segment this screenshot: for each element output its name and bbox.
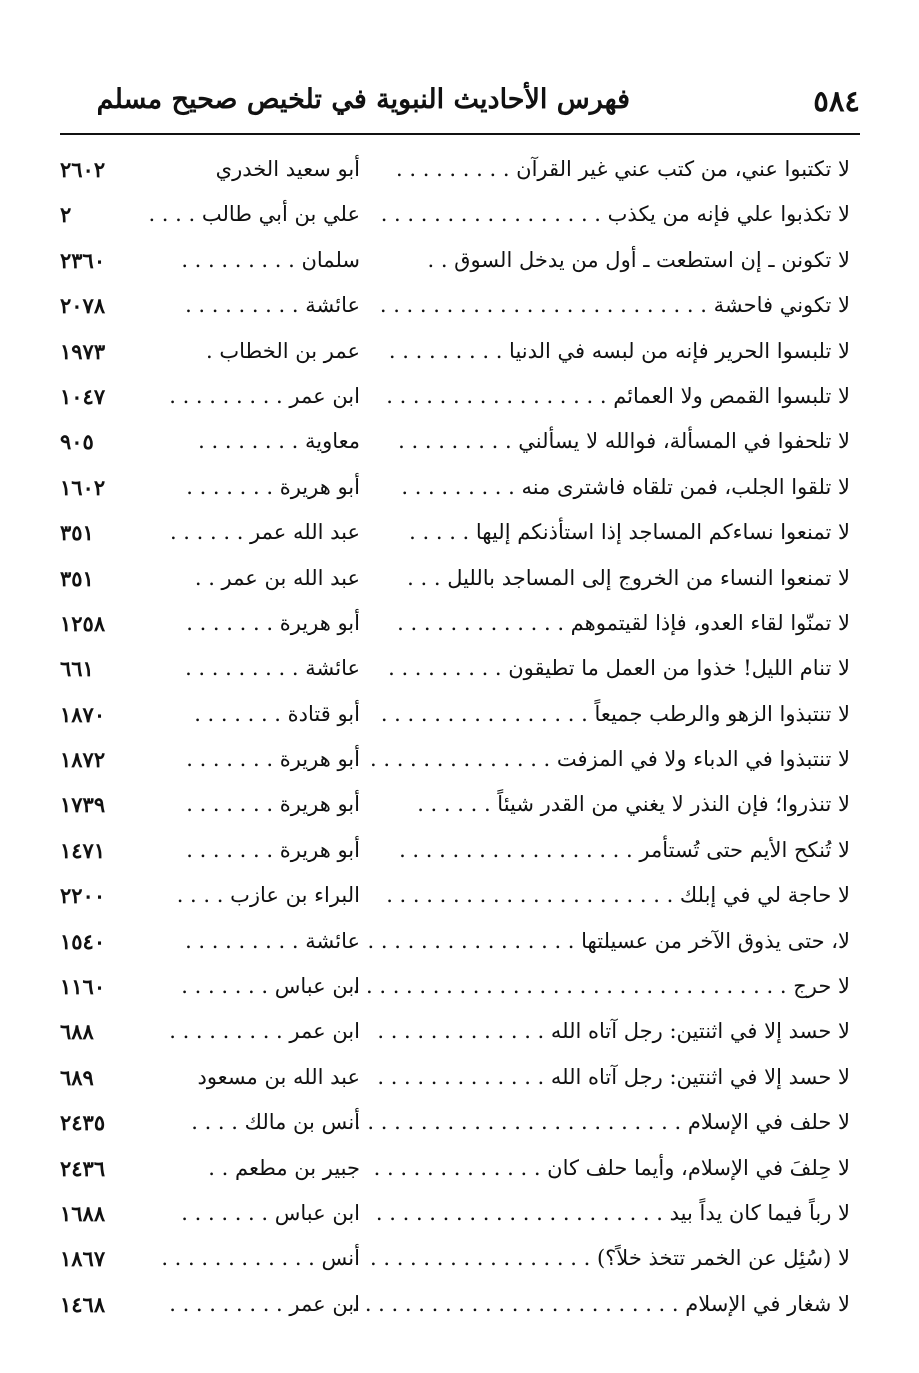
hadith-number: ٢٤٣٥ xyxy=(60,1110,106,1136)
hadith-text: لا حرج . . . . . . . . . . . . . . . . . . . . . . . . . . . . . . . . . xyxy=(352,974,850,999)
hadith-text: لا تمنّوا لقاء العدو، فإذا لقيتموهم . . . . . . . . . . . . . xyxy=(397,610,850,635)
narrator-name: علي بن أبي طالب . . . . xyxy=(148,202,360,227)
index-entry xyxy=(60,737,850,782)
narrator-name: ابن عباس . . . . . . . xyxy=(181,1200,360,1225)
index-entry xyxy=(60,419,850,464)
hadith-text: لا تلقوا الجلب، فمن تلقاه فاشترى منه . . . . . . . . . xyxy=(401,474,850,499)
hadith-number: ٦٦١ xyxy=(60,656,94,682)
hadith-number: ١٤٦٨ xyxy=(60,1291,106,1317)
narrator-name: أبو هريرة . . . . . . . xyxy=(186,747,360,772)
index-entry xyxy=(60,873,850,918)
narrator-name: عائشة . . . . . . . . . xyxy=(185,656,360,681)
hadith-number: ٢٦٠٢ xyxy=(60,157,106,182)
index-entry xyxy=(60,556,850,601)
hadith-text: لا تكونن ـ إن استطعت ـ أول من يدخل السوق . . xyxy=(427,247,850,272)
hadith-text: لا تمنعوا النساء من الخروج إلى المساجد بالليل . . . xyxy=(407,565,850,590)
hadith-number: ٩٠٥ xyxy=(60,429,94,455)
index-entry xyxy=(60,601,850,646)
hadith-text: لا حِلفَ في الإسلام، وأيما حلف كان . . . . . . . . . . . . . xyxy=(373,1155,850,1180)
narrator-name: أنس بن مالك . . . . xyxy=(191,1110,360,1135)
hadith-number: ١٩٧٣ xyxy=(60,338,106,364)
hadith-text: لا (سُئِل عن الخمر تتخذ خلاً؟) . . . . . . . . . . . . . . . . . xyxy=(370,1246,850,1271)
narrator-name: ابن عباس . . . . . . . xyxy=(181,974,360,999)
index-entry xyxy=(60,782,850,827)
index-entry xyxy=(60,919,850,964)
narrator-name: البراء بن عازب . . . . xyxy=(176,883,360,908)
hadith-number: ١٧٣٩ xyxy=(60,792,106,818)
hadith-number: ٢٠٧٨ xyxy=(60,293,106,319)
index-entry xyxy=(60,283,850,328)
hadith-text: لا رباً فيما كان يداً بيد . . . . . . . . . . . . . . . . . . . . . . xyxy=(375,1200,850,1225)
hadith-text: لا تلبسوا القمص ولا العمائم . . . . . . . . . . . . . . . . . xyxy=(386,383,850,408)
index-entry xyxy=(60,510,850,555)
hadith-number: ١٥٤٠ xyxy=(60,928,106,954)
hadith-text: لا تنذروا؛ فإن النذر لا يغني من القدر شيئاً . . . . . . xyxy=(417,792,850,817)
hadith-number: ١٢٥٨ xyxy=(60,610,106,636)
index-entry xyxy=(60,964,850,1009)
index-entry xyxy=(60,1236,850,1281)
page-number: ٥٨٤ xyxy=(813,84,860,118)
index-entry xyxy=(60,1191,850,1236)
running-title: فهرس الأحاديث النبوية في تلخيص صحيح مسلم xyxy=(96,84,630,115)
hadith-text: لا تنتبذوا الزهو والرطب جميعاً . . . . . . . . . . . . . . . . xyxy=(380,701,850,726)
narrator-name: أبو هريرة . . . . . . . xyxy=(186,837,360,862)
hadith-number: ٣٥١ xyxy=(60,520,94,546)
page-header xyxy=(60,80,860,128)
hadith-text: لا حسد إلا في اثنتين: رجل آتاه الله . . . . . . . . . . . . . xyxy=(377,1019,850,1044)
hadith-number: ٦٨٩ xyxy=(60,1064,94,1090)
index-entry xyxy=(60,147,850,192)
hadith-number: ١٤٧١ xyxy=(60,837,106,863)
hadith-text: لا تكوني فاحشة . . . . . . . . . . . . . . . . . . . . . . . . . xyxy=(379,293,850,318)
narrator-name: عبد الله عمر . . . . . . xyxy=(169,520,360,545)
narrator-name: أبو هريرة . . . . . . . xyxy=(186,474,360,499)
narrator-name: ابن عمر . . . . . . . . . xyxy=(169,1019,360,1044)
hadith-number: ٢٢٠٠ xyxy=(60,883,106,909)
index-entry xyxy=(60,192,850,237)
hadith-number: ١٦٠٢ xyxy=(60,474,106,500)
narrator-name: عمر بن الخطاب . xyxy=(206,338,360,363)
hadith-text: لا، حتى يذوق الآخر من عسيلتها . . . . . . . . . . . . . . . . xyxy=(367,928,850,953)
header-rule xyxy=(60,133,860,135)
hadith-number: ٣٥١ xyxy=(60,565,94,591)
narrator-name: أبو هريرة . . . . . . . xyxy=(186,610,360,635)
index-entry xyxy=(60,1282,850,1327)
hadith-text: لا حسد إلا في اثنتين: رجل آتاه الله . . . . . . . . . . . . . xyxy=(377,1064,850,1089)
hadith-number: ١٨٧٢ xyxy=(60,747,106,773)
hadith-number: ١٦٨٨ xyxy=(60,1200,106,1226)
hadith-number: ١٨٧٠ xyxy=(60,701,106,727)
hadith-text: لا تمنعوا نساءكم المساجد إذا استأذنكم إليها . . . . . xyxy=(409,520,850,545)
index-entry xyxy=(60,1100,850,1145)
hadith-text: لا تُنكح الأيم حتى تُستأمر . . . . . . . . . . . . . . . . . . xyxy=(399,837,850,862)
hadith-number: ١١٦٠ xyxy=(60,974,106,1000)
hadith-number: ٢٣٦٠ xyxy=(60,247,106,273)
hadith-number: ١٨٦٧ xyxy=(60,1246,106,1272)
hadith-text: لا تلحفوا في المسألة، فوالله لا يسألني . . . . . . . . . xyxy=(398,429,850,454)
index-entry xyxy=(60,1009,850,1054)
narrator-name: عائشة . . . . . . . . . xyxy=(185,928,360,953)
index-entry xyxy=(60,1055,850,1100)
hadith-text: لا تلبسوا الحرير فإنه من لبسه في الدنيا . . . . . . . . . xyxy=(388,338,850,363)
hadith-text: لا حلف في الإسلام . . . . . . . . . . . . . . . . . . . . . . . . . xyxy=(354,1110,850,1135)
narrator-name: أبو قتادة . . . . . . . xyxy=(194,701,360,726)
narrator-name: أنس . . . . . . . . . . . . xyxy=(161,1246,360,1271)
index-entry xyxy=(60,374,850,419)
narrator-name: معاوية . . . . . . . . xyxy=(198,429,360,454)
narrator-name: عبد الله بن مسعود xyxy=(197,1064,360,1089)
index-entry xyxy=(60,238,850,283)
narrator-name: ابن عمر . . . . . . . . . xyxy=(169,383,360,408)
hadith-text: لا شغار في الإسلام . . . . . . . . . . . . . . . . . . . . . . . . . xyxy=(351,1291,850,1316)
hadith-text: لا تكذبوا علي فإنه من يكذب . . . . . . . . . . . . . . . . . xyxy=(380,202,850,227)
hadith-index-list xyxy=(60,147,850,1327)
narrator-name: عبد الله بن عمر . . xyxy=(194,565,360,590)
hadith-number: ١٠٤٧ xyxy=(60,383,106,409)
index-entry xyxy=(60,329,850,374)
index-entry xyxy=(60,692,850,737)
hadith-number: ٢ xyxy=(60,202,72,228)
hadith-number: ٦٨٨ xyxy=(60,1019,94,1045)
hadith-number: ٢٤٣٦ xyxy=(60,1155,106,1181)
narrator-name: عائشة . . . . . . . . . xyxy=(185,293,360,318)
index-entry xyxy=(60,646,850,691)
hadith-text: لا تنتبذوا في الدباء ولا في المزفت . . . . . . . . . . . . . . xyxy=(370,747,850,772)
hadith-text: لا تكتبوا عني، من كتب عني غير القرآن . . . . . . . . . xyxy=(396,157,850,181)
index-entry xyxy=(60,1146,850,1191)
hadith-text: لا تنام الليل! خذوا من العمل ما تطيقون . . . . . . . . . xyxy=(388,656,850,681)
index-entry xyxy=(60,828,850,873)
narrator-name: ابن عمر . . . . . . . . . xyxy=(169,1291,360,1316)
narrator-name: أبو هريرة . . . . . . . xyxy=(186,792,360,817)
hadith-text: لا حاجة لي في إبلك . . . . . . . . . . . . . . . . . . . . . . xyxy=(386,883,850,908)
index-entry xyxy=(60,465,850,510)
narrator-name: جبير بن مطعم . . xyxy=(208,1155,360,1180)
narrator-name: سلمان . . . . . . . . . xyxy=(181,247,360,272)
narrator-name: أبو سعيد الخدري xyxy=(215,157,360,181)
